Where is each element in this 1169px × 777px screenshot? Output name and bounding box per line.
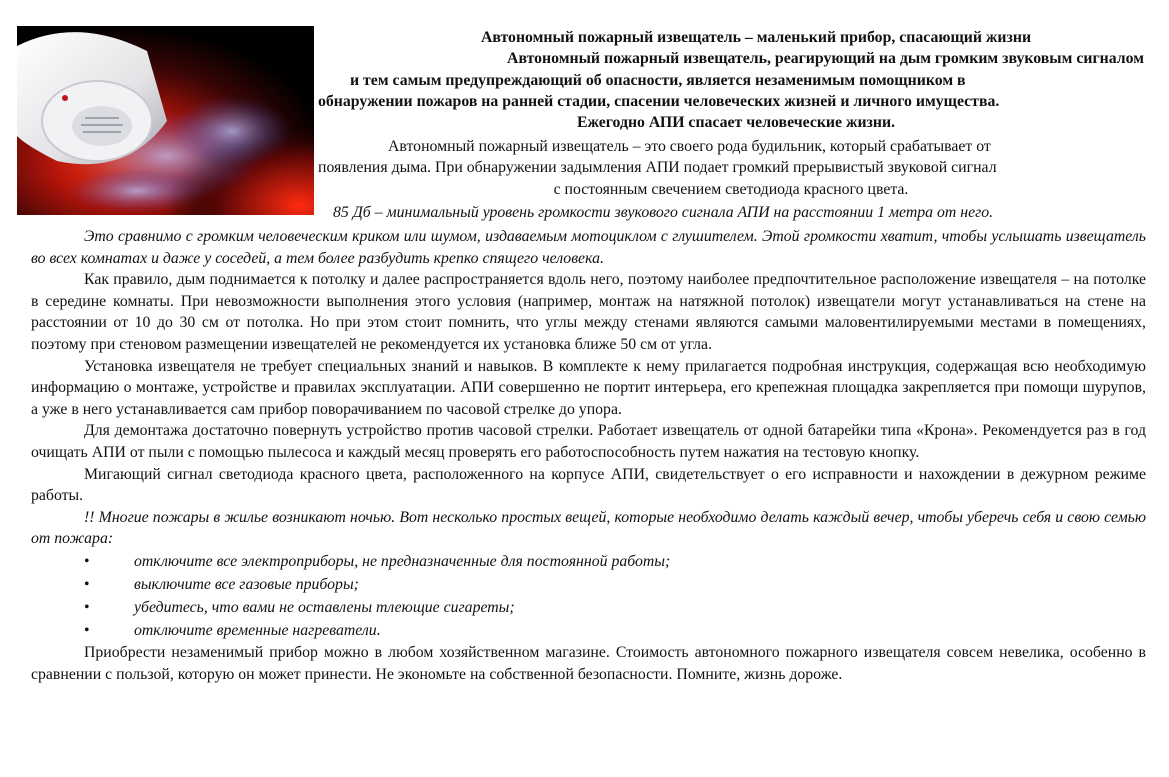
article-title: Автономный пожарный извещатель – маленький прибор, спасающий жизни <box>480 29 1032 46</box>
lead-line: и тем самым предупреждающий об опасности, является незаменимым помощником в <box>350 71 966 89</box>
smoke-detector-photo <box>17 26 314 215</box>
article-body <box>31 226 1146 685</box>
list-item-text: убедитесь, что вами не оставлены тлеющие сигареты; <box>134 599 515 617</box>
paragraph: Установка извещателя не требует специальных знаний и навыков. В комплекте к нему прилагается подробная инструкция, содержащая всю необходимую информацию о монтаже, устройстве и правилах эксплуатации. АПИ совершенно не портит интерьера, его крепежная площадка закрепляется при помощи шурупов, а уже в него устанавливается сам прибор поворачиванием по часовой стрелке до упора. <box>31 357 1146 418</box>
list-item <box>31 573 1146 596</box>
bullet-icon: • <box>84 576 90 593</box>
intro-line: с постоянным свечением светодиода красного цвета. <box>553 180 909 198</box>
bullet-icon: • <box>84 599 90 617</box>
lead-line: Автономный пожарный извещатель, реагирующий на дым громким звуковым сигналом <box>507 50 1144 68</box>
lead-line: обнаружении пожаров на ранней стадии, спасении человеческих жизней и личного имущества. <box>318 92 1000 110</box>
intro-line: появления дыма. При обнаружении задымления АПИ подает громкий прерывистый звуковой сигнал <box>318 159 997 177</box>
list-item-text: отключите временные нагреватели. <box>134 622 381 640</box>
bullet-icon: • <box>84 552 90 570</box>
article-title-block <box>318 27 1144 133</box>
paragraph: Приобрести незаменимый прибор можно в любом хозяйственном магазине. Стоимость автономного пожарного извещателя совсем невелика, особенно в сравнении с пользой, которую он может принести. Не экономьте на собственной безопасности. Помните, жизнь дороже. <box>31 644 1146 683</box>
paragraph: !! Многие пожары в жилье возникают ночью. Вот несколько простых вещей, которые необходимо делать каждый вечер, чтобы уберечь себя и свою семью от пожара: <box>31 508 1146 548</box>
list-item <box>31 550 1146 573</box>
paragraph: Для демонтажа достаточно повернуть устройство против часовой стрелки. Работает извещатель от одной батарейки типа «Крона». Рекомендуется раз в год очищать АПИ от пыли с помощью пылесоса и каждый месяц проверять его работоспособность путем нажатия на тестовую кнопку. <box>31 422 1146 461</box>
list-item <box>31 596 1146 619</box>
list-item <box>31 619 1146 642</box>
paragraph: Как правило, дым поднимается к потолку и далее распространяется вдоль него, поэтому наиболее предпочтительное расположение извещателя – на потолке в середине комнаты. При невозможности выполнения этого условия (например, монтаж на натяжной потолок) извещатели могут устанавливаться на стене на расстоянии от 10 до 30 см от потолка. Но при этом стоит помнить, что углы между стенами являются самыми маловентилируемыми местами в помещениях, поэтому при стеновом размещении извещателей не рекомендуется их установка ближе 50 см от угла. <box>31 271 1146 353</box>
list-item-text: выключите все газовые приборы; <box>134 576 359 593</box>
smoke-detector-icon <box>17 26 314 215</box>
evening-checklist <box>31 550 1146 642</box>
paragraph: Мигающий сигнал светодиода красного цвета, расположенного на корпусе АПИ, свидетельствует о его исправности и нахождении в дежурном режиме работы. <box>31 465 1146 505</box>
bullet-icon: • <box>84 622 90 640</box>
intro-block <box>318 136 1144 200</box>
list-item-text: отключите все электроприборы, не предназначенные для постоянной работы; <box>134 552 671 570</box>
loudness-note: 85 Дб – минимальный уровень громкости звукового сигнала АПИ на расстоянии 1 метра от него. <box>333 204 994 221</box>
intro-line: Автономный пожарный извещатель – это своего рода будильник, который срабатывает от <box>388 138 991 155</box>
lead-line: Ежегодно АПИ спасает человеческие жизни. <box>576 114 896 132</box>
paragraph: Это сравнимо с громким человеческим криком или шумом, издаваемым мотоциклом с глушителем. Этой громкости хватит, чтобы услышать извещатель во всех комнатах и даже у соседей, а тем более разбудить крепко спящего человека. <box>31 228 1146 267</box>
